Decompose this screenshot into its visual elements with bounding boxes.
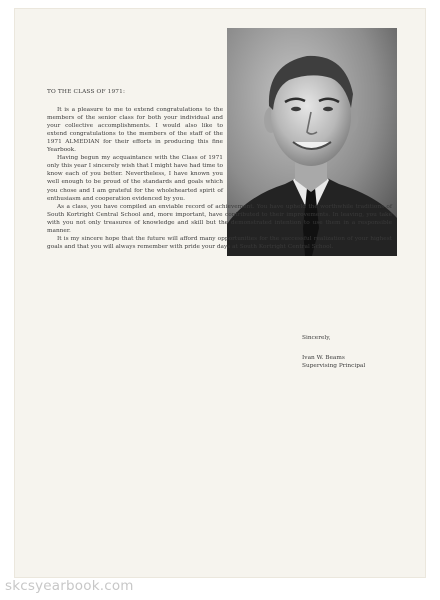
principal-letter (47, 88, 392, 251)
letter-paragraph: As a class, you have compiled an enviable record of achievement. You have upheld the worthwhile traditions of South Kortright Central School and, more important, have contributed to their improvements. In leaving, you take with you not only treasures of knowledge and skill but the demonstrated intention to use them in a responsible manner. (47, 203, 392, 234)
site-watermark: skcsyearbook.com (5, 578, 134, 594)
letter-signoff (302, 334, 365, 370)
letter-paragraph: Having begun my acquaintance with the Class of 1971 only this year I sincerely wish that I might have had time to know each of you better. Nevertheless, I have known you well enough to be proud of the standards and goals which you chose and I am grateful for the wholehearted spirit of enthusiasm and cooperation evidenced by you. (47, 155, 223, 202)
letter-salutation: TO THE CLASS OF 1971: (47, 89, 126, 95)
letter-paragraph: It is a pleasure to me to extend congratulations to the members of the senior class for both your individual and your collective accomplishments. I would also like to extend congratulations to the members of the staff of the 1971 ALMEDIAN for their efforts in producing this fine Yearbook. (47, 107, 223, 154)
letter-closing: Sincerely, (302, 335, 331, 341)
yearbook-page (14, 8, 426, 578)
signature-name: Ivan W. Beams (302, 355, 345, 361)
letter-paragraph: It is my sincere hope that the future will afford many opportunities for the successful realization of your highest goals and that you will always remember with pride your days at South Kortright Central School. (47, 235, 392, 250)
signature-title: Supervising Principal (302, 363, 366, 369)
